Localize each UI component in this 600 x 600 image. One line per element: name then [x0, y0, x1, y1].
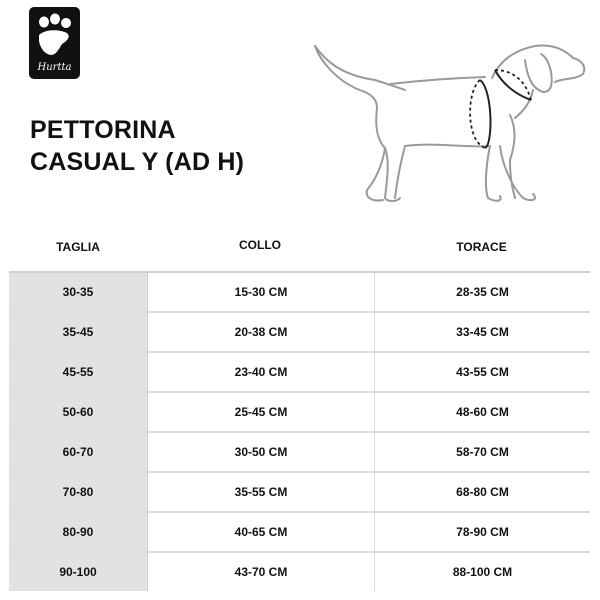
neck-cell: 43-70 CM: [148, 553, 375, 591]
table-row: [9, 271, 590, 311]
size-cell: 30-35: [9, 273, 148, 311]
column-header-chest: TORACE: [456, 240, 507, 254]
size-cell: 90-100: [9, 553, 148, 591]
neck-cell: 23-40 CM: [148, 353, 375, 391]
size-cell: 45-55: [9, 353, 148, 391]
table-row: [9, 431, 590, 471]
chest-cell: 28-35 CM: [456, 285, 509, 299]
chest-cell: 68-80 CM: [456, 485, 509, 499]
dog-measurement-diagram: [305, 30, 595, 220]
neck-cell: 40-65 CM: [148, 513, 375, 551]
column-header-size: TAGLIA: [56, 240, 100, 254]
table-row: [9, 391, 590, 431]
size-cell: 60-70: [9, 433, 148, 471]
brand-name: Hurtta: [37, 62, 72, 73]
table-row: [9, 311, 590, 351]
neck-cell: 35-55 CM: [148, 473, 375, 511]
neck-cell: 30-50 CM: [148, 433, 375, 471]
table-row: [9, 471, 590, 511]
title-line-2: CASUAL Y (AD H): [30, 148, 245, 176]
neck-cell: 25-45 CM: [148, 393, 375, 431]
chest-cell: 58-70 CM: [456, 445, 509, 459]
size-cell: 50-60: [9, 393, 148, 431]
chest-cell: 48-60 CM: [456, 405, 509, 419]
size-cell: 35-45: [9, 313, 148, 351]
size-chart-table: [9, 271, 590, 591]
chest-cell: 88-100 CM: [452, 565, 513, 579]
chest-cell: 43-55 CM: [456, 365, 509, 379]
chest-cell: 33-45 CM: [456, 325, 509, 339]
title-line-1: PETTORINA: [30, 116, 176, 144]
neck-cell: 15-30 CM: [148, 273, 375, 311]
table-row: [9, 551, 590, 591]
table-row: [9, 511, 590, 551]
column-header-neck: COLLO: [239, 238, 281, 252]
paw-icon: [29, 11, 80, 63]
chest-cell: 78-90 CM: [456, 525, 509, 539]
table-row: [9, 351, 590, 391]
product-title: [30, 114, 244, 178]
size-cell: 70-80: [9, 473, 148, 511]
hurtta-logo: [29, 7, 80, 79]
neck-cell: 20-38 CM: [148, 313, 375, 351]
size-cell: 80-90: [9, 513, 148, 551]
